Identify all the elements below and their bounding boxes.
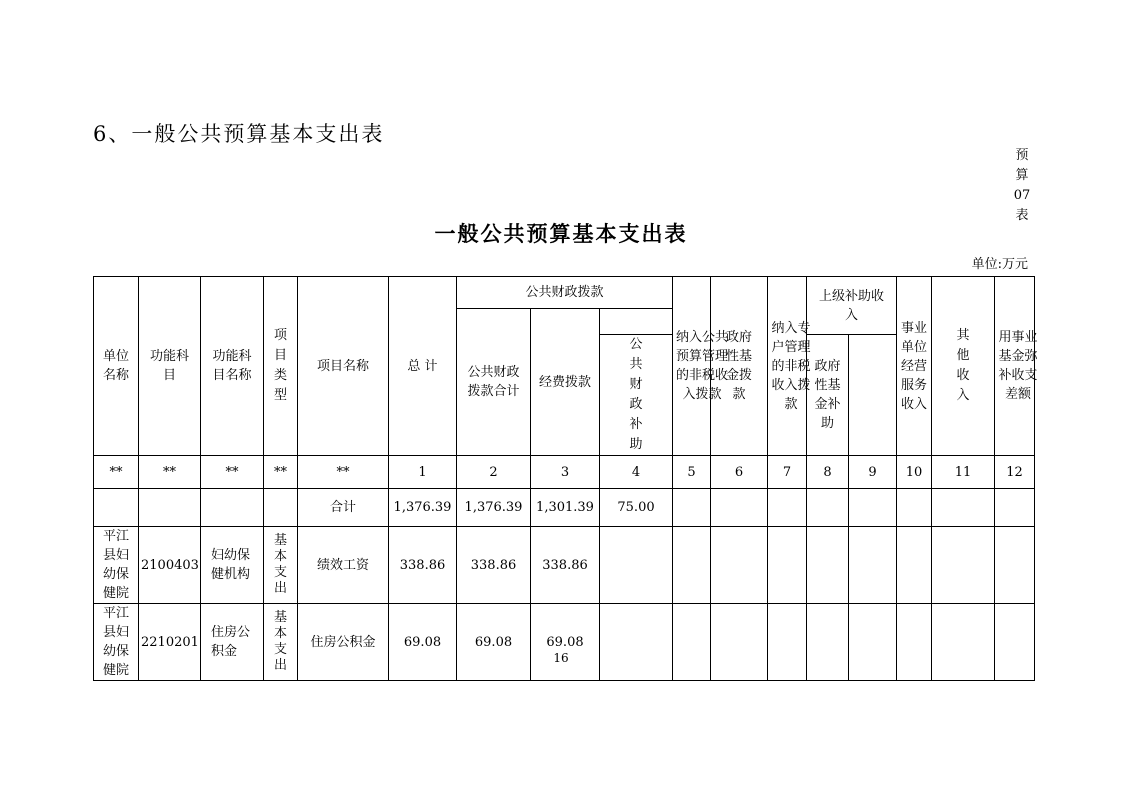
row-funding: 338.86 [531,527,600,604]
row-unit: 平江县妇幼保健院 [94,527,139,604]
header-unit-name: 单位名称 [94,277,139,456]
index-cell: 6 [711,456,768,489]
total-nontax: 75.00 [600,489,673,527]
row-code: 2210201 [139,604,201,681]
row-type: 基本支出 [264,527,298,604]
row-type: 基本支出 [264,604,298,681]
row-subtotal: 338.86 [457,527,531,604]
header-other-income: 其他收入 [932,277,995,456]
total-amount: 1,376.39 [389,489,457,527]
row-total: 338.86 [389,527,457,604]
table-row [94,527,1035,604]
header-function-name: 功能科目名称 [201,277,264,456]
table-title: 一般公共预算基本支出表 [434,221,688,246]
total-funding: 1,301.39 [531,489,600,527]
index-cell: ** [298,456,389,489]
row-total: 69.08 [389,604,457,681]
header-business-income: 事业单位经营服务收入 [897,277,932,456]
header-item-name: 项目名称 [298,277,389,456]
index-cell: ** [201,456,264,489]
index-cell: 12 [995,456,1035,489]
row-function-name: 妇幼保健机构 [201,527,264,604]
row-unit: 平江县妇幼保健院 [94,604,139,681]
index-cell: 11 [932,456,995,489]
index-cell: 3 [531,456,600,489]
header-fund-offset: 用事业基金弥补收支差额 [995,277,1035,456]
index-cell: 2 [457,456,531,489]
page-number: 16 [553,651,569,665]
header-gov-fund: 政府性基金拨款 [711,277,768,456]
row-code: 2100403 [139,527,201,604]
row-item-name: 绩效工资 [298,527,389,604]
header-public-finance: 公共财政拨款 [457,277,673,309]
header-row-1 [94,277,1035,309]
index-cell: 8 [807,456,849,489]
index-cell: ** [139,456,201,489]
table-row [94,604,1035,681]
index-cell: ** [94,456,139,489]
row-subtotal: 69.08 [457,604,531,681]
header-item-type: 项目类型 [264,277,298,456]
index-cell: 4 [600,456,673,489]
row-funding: 69.08 [531,604,600,681]
index-row [94,456,1035,489]
form-number: 预算07表 [1013,148,1031,223]
row-function-name: 住房公积金 [201,604,264,681]
index-cell: 5 [673,456,711,489]
section-title: 6、一般公共预算基本支出表 [93,122,385,146]
total-label: 合计 [298,489,389,527]
index-cell: 9 [849,456,897,489]
header-nontax-budget: 纳入公共预算管理的非税收入拨款 [673,277,711,456]
row-item-name: 住房公积金 [298,604,389,681]
total-subtotal: 1,376.39 [457,489,531,527]
unit-label: 单位:万元 [971,257,1028,272]
header-special-account: 纳入专户管理的非税收入拨款 [768,277,807,456]
index-cell: 1 [389,456,457,489]
header-public-finance-subtotal: 公共财政拨款合计 [457,309,531,456]
index-cell: ** [264,456,298,489]
header-funding: 经费拨款 [531,309,600,456]
total-row [94,489,1035,527]
index-cell: 10 [897,456,932,489]
budget-table [93,276,1038,681]
header-superior-subsidy: 上级补助收入 [807,277,897,335]
header-public-finance-subsidy: 公共财政补助 [600,335,673,456]
header-total: 总 计 [389,277,457,456]
header-gov-fund-subsidy: 政府性基金补助 [807,335,849,456]
index-cell: 7 [768,456,807,489]
header-function-code: 功能科目 [139,277,201,456]
